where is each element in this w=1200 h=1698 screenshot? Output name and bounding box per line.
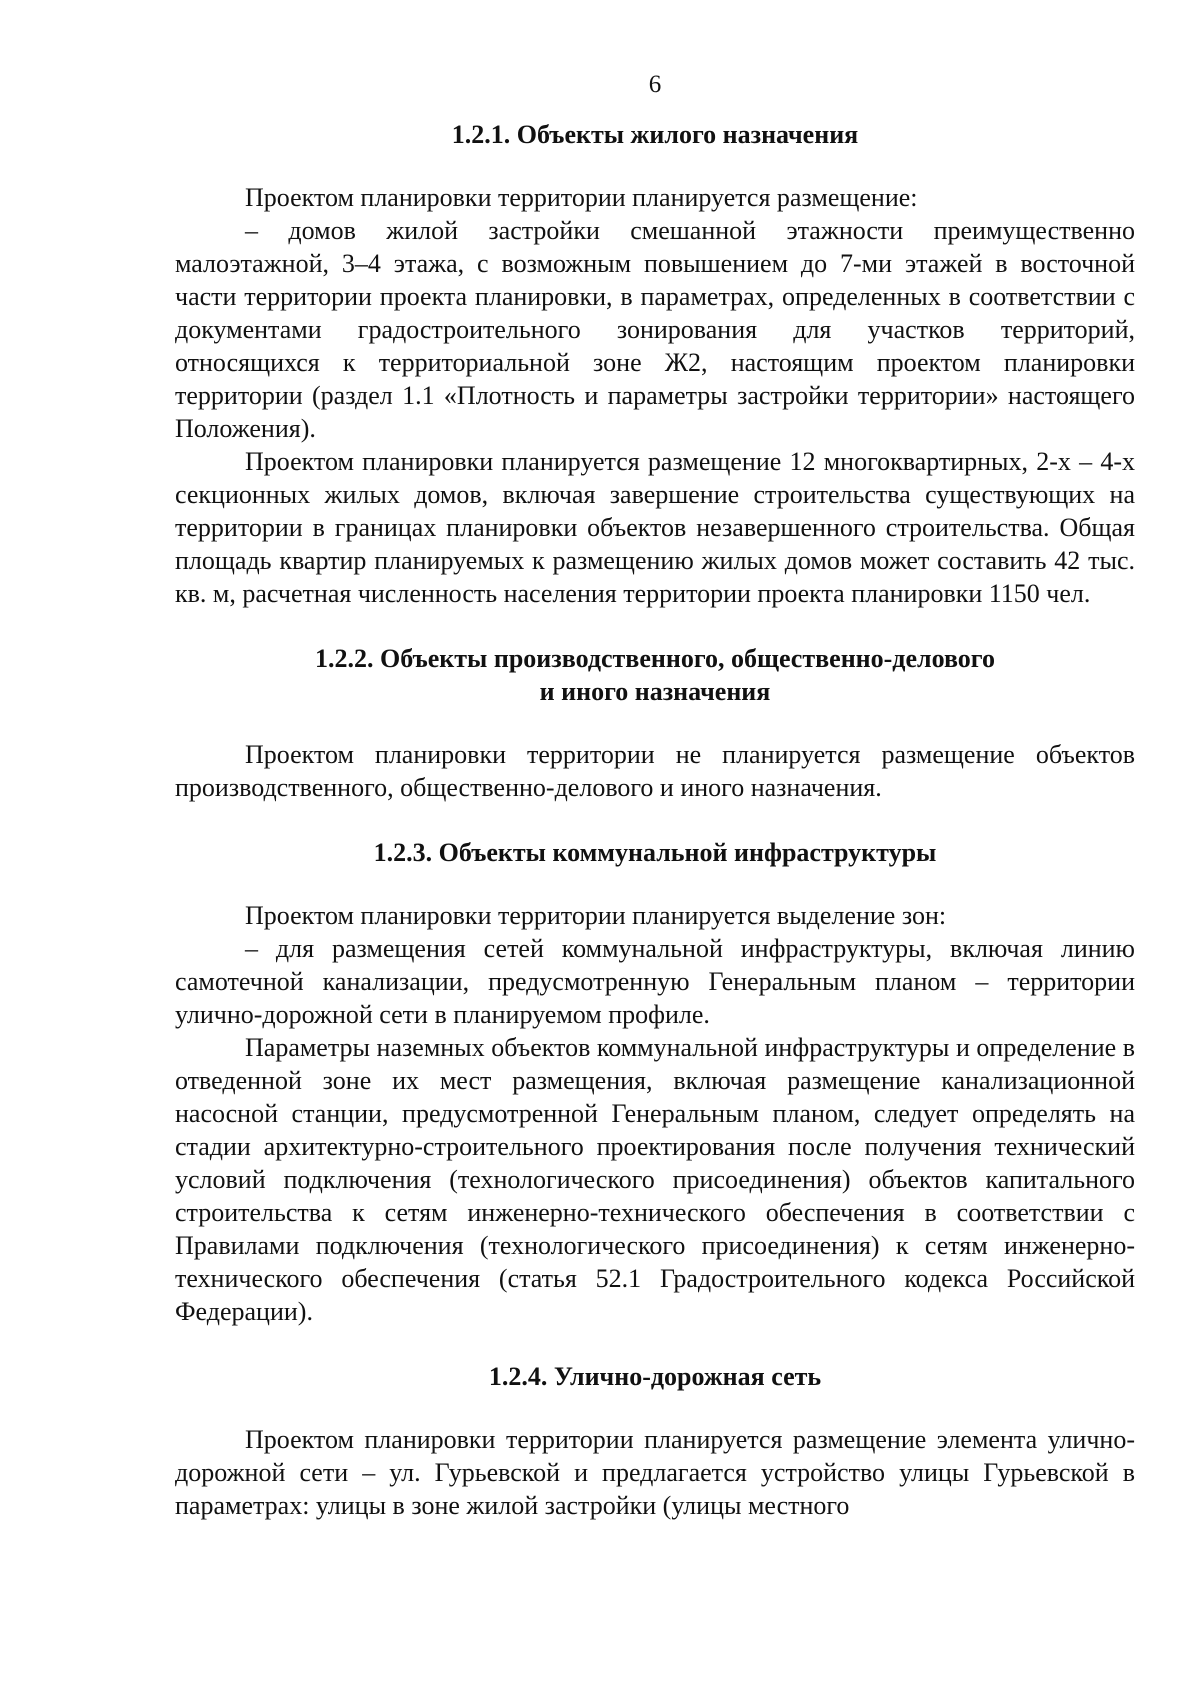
section-street-network (175, 1360, 1135, 1522)
section-title-line: 1.2.2. Объекты производственного, общественно-делового (315, 644, 995, 673)
section-title-line: 1.2.4. Улично-дорожная сеть (488, 1362, 822, 1391)
paragraph: Проектом планировки территории планируется размещение элемента улично-дорожной сети – ул. Гурьевской и предлагается устройство улицы Гурьевской в параметрах: улицы в зоне жилой застройки (улицы местного (175, 1425, 1135, 1520)
paragraph: Проектом планировки территории планируется выделение зон: (245, 901, 947, 930)
paragraph: Параметры наземных объектов коммунальной инфраструктуры и определение в отведенной зоне их мест размещения, включая размещение канализационной насосной станции, предусмотренной Генеральным планом, следует определять на стадии архитектурно-строительного проектирования после получения технический условий подключения (технологического присоединения) объектов капитального строительства к сетям инженерно-технического обеспечения в соответствии с Правилами подключения (технологического присоединения) к сетям инженерно-технического обеспечения (статья 52.1 Градостроительного кодекса Российской Федерации). (175, 1033, 1135, 1326)
paragraph: Проектом планировки территории не планируется размещение объектов производственного, общественно-делового и иного назначения. (175, 740, 1135, 802)
paragraph: – домов жилой застройки смешанной этажности преимущественно малоэтажной, 3–4 этажа, с возможным повышением до 7-ми этажей в восточной части территории проекта планировки, в параметрах, определенных в соответствии с документами градостроительного зонирования для участков территорий, относящихся к территориальной зоне Ж2, настоящим проектом планировки территории (раздел 1.1 «Плотность и параметры застройки территории» настоящего Положения). (175, 216, 1135, 443)
section-production (175, 642, 1135, 804)
section-title (175, 1360, 1135, 1393)
section-title (175, 118, 1135, 151)
section-residential (175, 118, 1135, 610)
section-title-line: 1.2.3. Объекты коммунальной инфраструктуры (373, 838, 937, 867)
paragraph: Проектом планировки территории планируется размещение: (245, 183, 918, 212)
page-number: 6 (648, 71, 662, 98)
section-utilities (175, 836, 1135, 1328)
section-title (175, 642, 1135, 708)
document-page (175, 70, 1135, 1554)
paragraph: – для размещения сетей коммунальной инфраструктуры, включая линию самотечной канализации, предусмотренную Генеральным планом – территории улично-дорожной сети в планируемом профиле. (175, 934, 1135, 1029)
section-title-line: 1.2.1. Объекты жилого назначения (451, 120, 859, 149)
section-title (175, 836, 1135, 869)
section-title-line: и иного назначения (539, 677, 771, 706)
paragraph: Проектом планировки планируется размещение 12 многоквартирных, 2-х – 4-х секционных жилых домов, включая завершение строительства существующих на территории в границах планировки объектов незавершенного строительства. Общая площадь квартир планируемых к размещению жилых домов может составить 42 тыс. кв. м, расчетная численность населения территории проекта планировки 1150 чел. (175, 447, 1135, 608)
